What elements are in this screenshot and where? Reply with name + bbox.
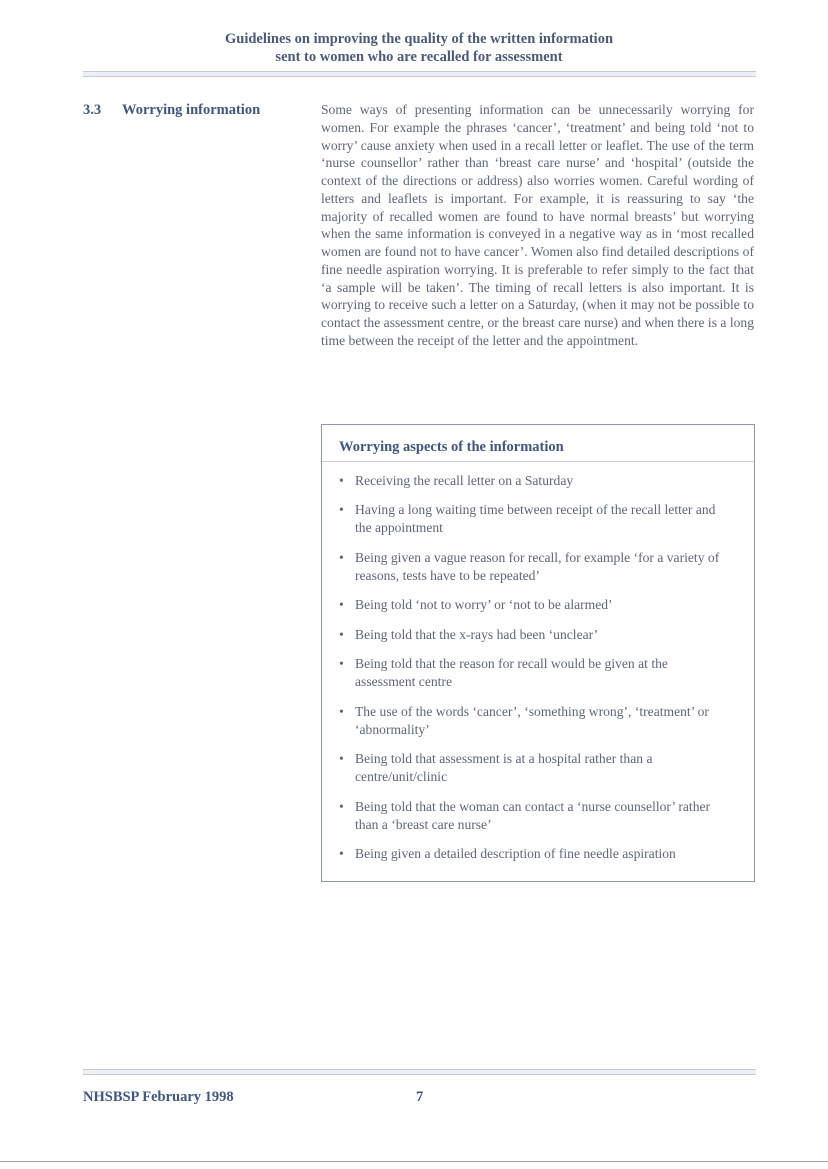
bullet-icon: • xyxy=(339,751,344,766)
list-item-text: Being given a vague reason for recall, for example ‘for a variety of reasons, tests have to be repeated’ xyxy=(355,550,720,583)
bullet-icon: • xyxy=(339,846,344,861)
bullet-icon: • xyxy=(339,627,344,642)
footer-rule xyxy=(83,1069,756,1075)
bullet-icon: • xyxy=(339,597,344,612)
bullet-icon: • xyxy=(339,473,344,488)
list-item-text: Being told that the x-rays had been ‘unclear’ xyxy=(355,627,599,642)
bullet-icon: • xyxy=(339,656,344,671)
list-item xyxy=(339,703,729,738)
section-title: Worrying information xyxy=(122,102,261,118)
list-item-text: The use of the words ‘cancer’, ‘something wrong’, ‘treatment’ or ‘abnormality’ xyxy=(355,704,709,737)
section-body: Some ways of presenting information can be unnecessarily worrying for women. For example the phrases ‘cancer’, ‘treatment’ and being told ‘not to worry’ cause anxiety when used in a recall letter or leaflet. The use of the term ‘nurse counsellor’ rather than ‘breast care nurse’ and ‘hospital’ (outside the context of the directions or address) also worries women. Careful wording of letters and leaflets is important. For example, it is reassuring to say ‘the majority of recalled women are found to have normal breasts’ but worrying when the same information is conveyed in a negative way as in ‘most recalled women are found not to have cancer’. Women also find detailed descriptions of fine needle aspiration worrying. It is preferable to refer simply to the fact that ‘a sample will be taken’. The timing of recall letters is also important. It is worrying to receive such a letter on a Saturday, (when it may not be possible to contact the assessment centre, or the breast care nurse) and when there is a long time between the receipt of the letter and the appointment. xyxy=(321,102,754,348)
page-edge-line xyxy=(0,1161,828,1162)
list-item-text: Being given a detailed description of fine needle aspiration xyxy=(355,846,676,861)
footer-publication: NHSBSP February 1998 xyxy=(83,1089,234,1105)
worrying-aspects-box xyxy=(321,424,755,882)
box-title: Worrying aspects of the information xyxy=(339,439,564,455)
list-item-text: Being told ‘not to worry’ or ‘not to be alarmed’ xyxy=(355,597,613,612)
section-number: 3.3 xyxy=(83,102,102,118)
header-line-1: Guidelines on improving the quality of the written information xyxy=(224,31,614,47)
header-rule xyxy=(83,71,756,77)
header-line-2: sent to women who are recalled for assessment xyxy=(275,49,563,65)
list-item xyxy=(339,798,729,833)
list-item xyxy=(339,845,739,863)
page-number: 7 xyxy=(416,1089,424,1105)
list-item-text: Being told that the reason for recall would be given at the assessment centre xyxy=(355,656,668,689)
bullet-icon: • xyxy=(339,550,344,565)
list-item xyxy=(339,596,729,614)
list-item-text: Having a long waiting time between receipt of the recall letter and the appointment xyxy=(355,502,716,535)
list-item xyxy=(339,655,729,690)
bullet-icon: • xyxy=(339,502,344,517)
box-title-rule xyxy=(322,461,754,462)
bullet-icon: • xyxy=(339,704,344,719)
list-item-text: Being told that assessment is at a hospital rather than a centre/unit/clinic xyxy=(355,751,653,784)
list-item-text: Being told that the woman can contact a ‘nurse counsellor’ rather than a ‘breast care nurse’ xyxy=(355,799,711,832)
list-item-text: Receiving the recall letter on a Saturday xyxy=(355,473,574,488)
list-item xyxy=(339,549,729,584)
list-item xyxy=(339,501,729,536)
list-item xyxy=(339,472,729,490)
list-item xyxy=(339,626,729,644)
page-header xyxy=(0,30,828,66)
bullet-icon: • xyxy=(339,799,344,814)
list-item xyxy=(339,750,729,785)
